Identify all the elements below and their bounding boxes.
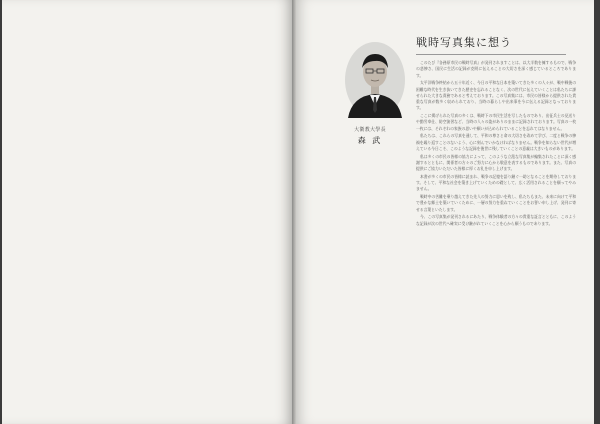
right-page: [296, 0, 594, 424]
right-cover-edge: [594, 0, 600, 424]
left-page: [2, 0, 292, 424]
body-paragraph: 戦時中の苦難を乗り越えてきた先人の努力に思いを致し、私たちもまた、未来に向けて平和で豊かな郷土を築いていくために、一層の努力を重ねていくことをお誓い申し上げ、発刊に寄せる言葉といたします。: [416, 194, 576, 212]
author-portrait: [344, 40, 406, 118]
title-underline: [416, 54, 566, 55]
author-title: 大衛教大學長: [354, 127, 386, 133]
body-paragraph: 太平洋戦争終結から五十年近く、今日の平和な日本を築いてきた多くの人々が、戦中戦後の困難な時代を生き抜いてきた歴史を忘れることなく、次の世代に伝えていくことは私たちに課せられた大きな責務であると考えております。この写真集には、市民の皆様から提供された貴重な写真が数多く収められており、当時の暮らしや出来事を今に伝える記録となっております。: [416, 80, 576, 111]
article-title: 戦時写真集に想う: [416, 36, 512, 49]
title-block: [416, 34, 576, 55]
body-paragraph: ここに掲げられた写真の多くは、戦時下の市民生活を写したものであり、出征兵士の見送りや勤労奉仕、防空演習など、当時の人々の姿がありのままに記録されております。写真の一枚一枚には、それぞれの家族の思いや願いが込められていることを忘れてはなりません。: [416, 113, 576, 131]
body-paragraph: 私たちは、これらの写真を通して、平和の尊さと命の大切さを改めて学び、二度と戦争の惨禍を繰り返すことのないよう、心に刻んでいかなければなりません。戦争を知らない世代が増えている今日こそ、このような記録を後世に残していくことの意義は大きいものがあります。: [416, 133, 576, 151]
author-name: 森 武: [357, 136, 383, 145]
body-paragraph: 私は多くの市民の皆様の協力によって、このような立派な写真集が編集されたことに深く感謝するとともに、関係者の方々のご努力に心から敬意を表するものであります。また、写真の提供にご協力いただいた皆様に厚くお礼を申し上げます。: [416, 153, 576, 171]
body-paragraph: このたび『各務原市民の戦時写真』が発刊されますことは、以大半数を擁するもので、戦争の悲惨さ、国民に生活の記録が克明に伝えることの大切さを深く感じているところであります。: [416, 60, 576, 78]
body-paragraph: 今、この写真集が発刊されるにあたり、戦争体験者の方々の貴重な証言とともに、このような記録が次の世代へ確実に受け継がれていくことを心から願うものであります。: [416, 214, 576, 226]
article-body: [416, 60, 576, 228]
body-paragraph: 本書が多くの市民の皆様に読まれ、戦争の記憶を語り継ぐ一助となることを期待しております。そして、平和な社会を築き上げていくための礎として、広く活用されることを願ってやみません。: [416, 173, 576, 192]
